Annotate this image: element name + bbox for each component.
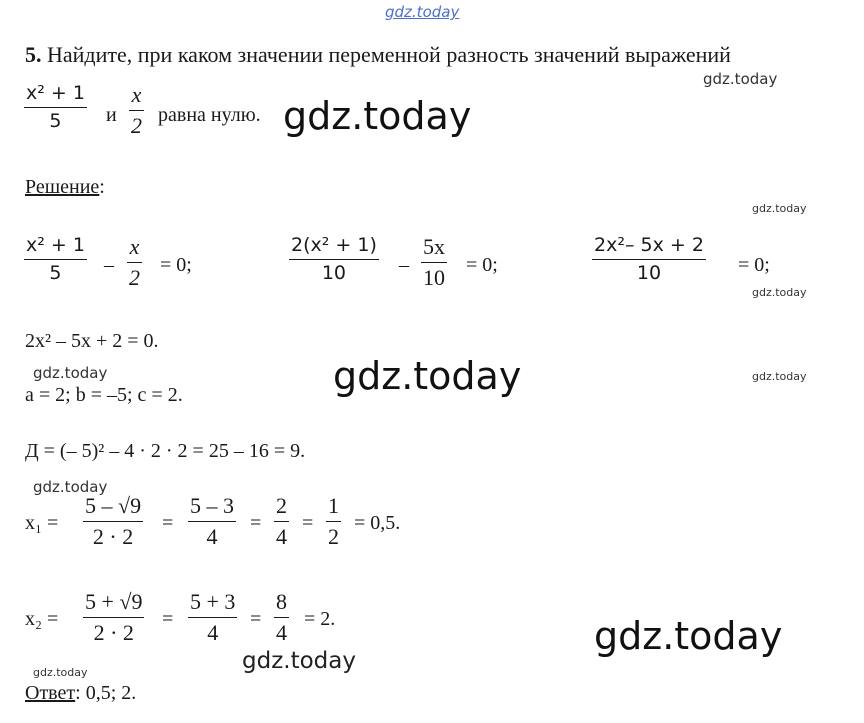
solution-heading-colon: : — [99, 176, 105, 198]
x1-fraction-4 — [326, 495, 341, 548]
problem-statement — [25, 42, 731, 68]
x2-fraction-2 — [188, 591, 237, 644]
fraction-denominator: 4 — [276, 524, 287, 549]
x1-fraction-2 — [188, 495, 236, 548]
x2-result: = 2. — [304, 608, 336, 630]
eq2-minus: – — [399, 254, 409, 276]
discriminant: Д = (– 5)² – 4 · 2 · 2 = 25 – 16 = 9. — [25, 440, 306, 462]
watermark: gdz.today — [33, 666, 88, 679]
x2-equals: = — [250, 608, 262, 630]
eq3-fraction — [592, 236, 706, 283]
fraction-numerator: 1 — [328, 493, 339, 518]
answer — [25, 682, 136, 705]
fraction-numerator: 2 — [276, 493, 287, 518]
watermark-top: gdz.today — [385, 3, 460, 21]
fraction-numerator: x — [129, 234, 140, 259]
answer-label: Ответ — [25, 682, 76, 704]
fraction-bar — [129, 110, 144, 111]
eq2-fraction-2 — [421, 236, 447, 289]
fraction-bar — [83, 617, 144, 618]
x1-equals: = — [302, 512, 314, 534]
solution-heading — [25, 176, 105, 199]
fraction-denominator: 5 — [49, 110, 62, 132]
fraction-bar — [188, 617, 237, 618]
fraction-bar — [289, 259, 379, 260]
x1-equals: = — [250, 512, 262, 534]
fraction-numerator: 5 – √9 — [85, 493, 142, 518]
watermark: gdz.today — [752, 370, 807, 383]
solution-heading-label: Решение — [25, 176, 100, 198]
fraction-denominator: 2 — [129, 265, 140, 290]
x1-equals: = — [162, 512, 174, 534]
problem-number: 5. — [25, 42, 42, 67]
fraction-numerator: x — [131, 82, 142, 107]
fraction-denominator: 2 · 2 — [93, 620, 134, 645]
fraction-numerator: 5 + 3 — [190, 589, 236, 614]
x2-fraction-1 — [83, 591, 144, 644]
fraction-bar — [421, 262, 447, 263]
eq2-fraction-1 — [289, 236, 379, 283]
watermark: gdz.today — [752, 202, 807, 215]
x2-fraction-3 — [274, 591, 289, 644]
eq3-rhs: = 0; — [738, 254, 770, 276]
x1-result: = 0,5. — [354, 512, 401, 534]
fraction-bar — [274, 617, 289, 618]
fraction-denominator: 10 — [423, 265, 445, 290]
eq1-minus: – — [104, 254, 114, 276]
problem-conjunction: и — [106, 104, 117, 126]
fraction-numerator: x² + 1 — [26, 234, 85, 256]
fraction-denominator: 2 · 2 — [92, 524, 134, 549]
fraction-denominator: 5 — [49, 262, 62, 284]
fraction-bar — [24, 107, 87, 108]
fraction-denominator: 2 — [131, 113, 142, 138]
problem-tail: равна нулю. — [158, 104, 261, 126]
x1-fraction-1 — [83, 495, 143, 548]
x2-label: x₂ = — [25, 608, 59, 630]
eq1-rhs: = 0; — [160, 254, 192, 276]
answer-value: : 0,5; 2. — [75, 682, 137, 704]
watermark: gdz.today — [242, 648, 356, 674]
fraction-bar — [24, 259, 87, 260]
watermark: gdz.today — [33, 364, 108, 382]
fraction-numerator: 8 — [276, 589, 287, 614]
fraction-denominator: 4 — [207, 620, 219, 645]
watermark-large: gdz.today — [283, 94, 472, 138]
x2-equals: = — [162, 608, 174, 630]
fraction-bar — [592, 259, 706, 260]
watermark-large: gdz.today — [333, 354, 522, 398]
coefficients: a = 2; b = –5; c = 2. — [25, 384, 183, 406]
fraction-numerator: 5x — [423, 234, 445, 259]
fraction-denominator: 4 — [206, 524, 218, 549]
watermark-large: gdz.today — [594, 614, 783, 658]
fraction-numerator: 2x²– 5x + 2 — [594, 234, 704, 256]
fraction-denominator: 10 — [636, 262, 662, 284]
watermark: gdz.today — [703, 70, 778, 88]
watermark: gdz.today — [752, 286, 807, 299]
fraction-bar — [188, 521, 236, 522]
problem-expression-2 — [129, 84, 144, 137]
eq2-rhs: = 0; — [466, 254, 498, 276]
problem-expression-1 — [24, 84, 87, 131]
fraction-bar — [83, 521, 143, 522]
quadratic-equation: 2x² – 5x + 2 = 0. — [25, 330, 159, 352]
x1-label: x₁ = — [25, 512, 59, 534]
fraction-numerator: 5 + √9 — [85, 589, 143, 614]
fraction-denominator: 2 — [328, 524, 339, 549]
fraction-numerator: 5 – 3 — [190, 493, 234, 518]
fraction-numerator: x² + 1 — [26, 82, 85, 104]
fraction-numerator: 2(x² + 1) — [291, 234, 377, 256]
fraction-denominator: 4 — [276, 620, 287, 645]
problem-text: Найдите, при каком значении переменной разность значений выражений — [47, 42, 731, 67]
fraction-bar — [127, 262, 142, 263]
watermark: gdz.today — [33, 478, 108, 496]
x1-fraction-3 — [274, 495, 289, 548]
eq1-fraction-1 — [24, 236, 87, 283]
fraction-bar — [326, 521, 341, 522]
fraction-bar — [274, 521, 289, 522]
fraction-denominator: 10 — [321, 262, 347, 284]
eq1-fraction-2 — [127, 236, 142, 289]
